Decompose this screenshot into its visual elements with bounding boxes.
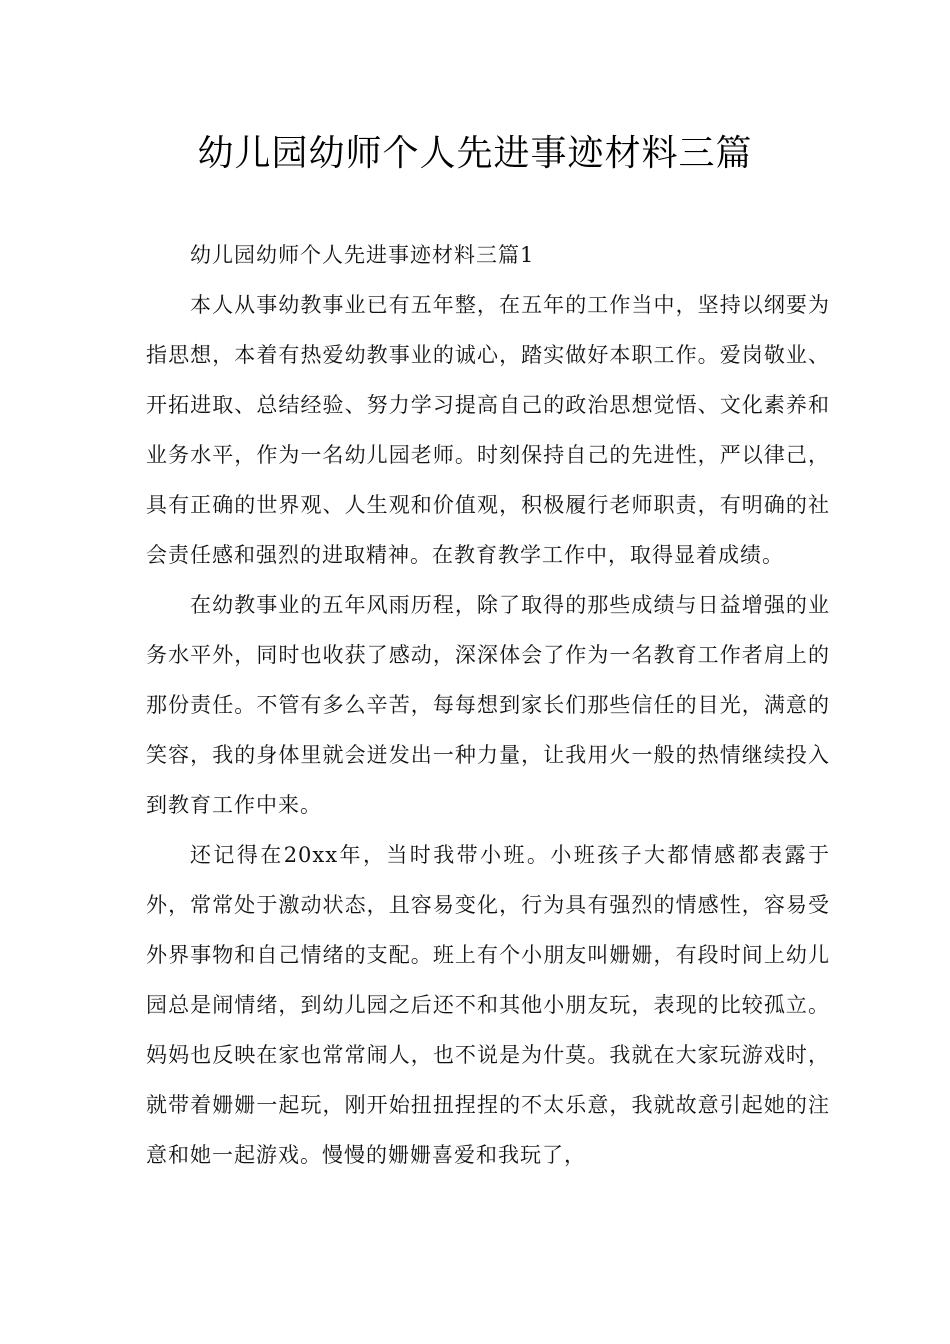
section-heading: 幼儿园幼师个人先进事迹材料三篇1 (190, 243, 535, 267)
document-title: 幼儿园幼师个人先进事迹材料三篇 (197, 133, 753, 174)
paragraph-3: 还记得在20xx年，当时我带小班。小班孩子大都情感都表露于外，常常处于激动状态，且容易变化，行为具有强烈的情感性，容易受外界事物和自己情绪的支配。班上有个小朋友叫姗姗，有段时间上幼儿园总是闹情绪，到幼儿园之后还不和其他小朋友玩，表现的比较孤立。妈妈也反映在家也常常闹人，也不说是为什莫。我就在大家玩游戏时，就带着姗姗一起玩，刚开始扭扭捏捏的不太乐意，我就故意引起她的注意和她一起游戏。慢慢的姗姗喜爱和我玩了， (146, 843, 830, 1167)
paragraph-2: 在幼教事业的五年风雨历程，除了取得的那些成绩与日益增强的业务水平外，同时也收获了感动，深深体会了作为一名教育工作者肩上的那份责任。不管有多么辛苦，每每想到家长们那些信任的目光，满意的笑容，我的身体里就会迸发出一种力量，让我用火一般的热情继续投入到教育工作中来。 (146, 593, 830, 817)
document-body (146, 230, 830, 1180)
paragraph-1: 本人从事幼教事业已有五年整，在五年的工作当中，坚持以纲要为指思想，本着有热爱幼教事业的诚心，踏实做好本职工作。爱岗敬业、开拓进取、总结经验、努力学习提高自己的政治思想觉悟、文化素养和业务水平，作为一名幼儿园老师。时刻保持自己的先进性，严以律己，具有正确的世界观、人生观和价值观，积极履行老师职责，有明确的社会责任感和强烈的进取精神。在教育教学工作中，取得显着成绩。 (146, 293, 830, 567)
